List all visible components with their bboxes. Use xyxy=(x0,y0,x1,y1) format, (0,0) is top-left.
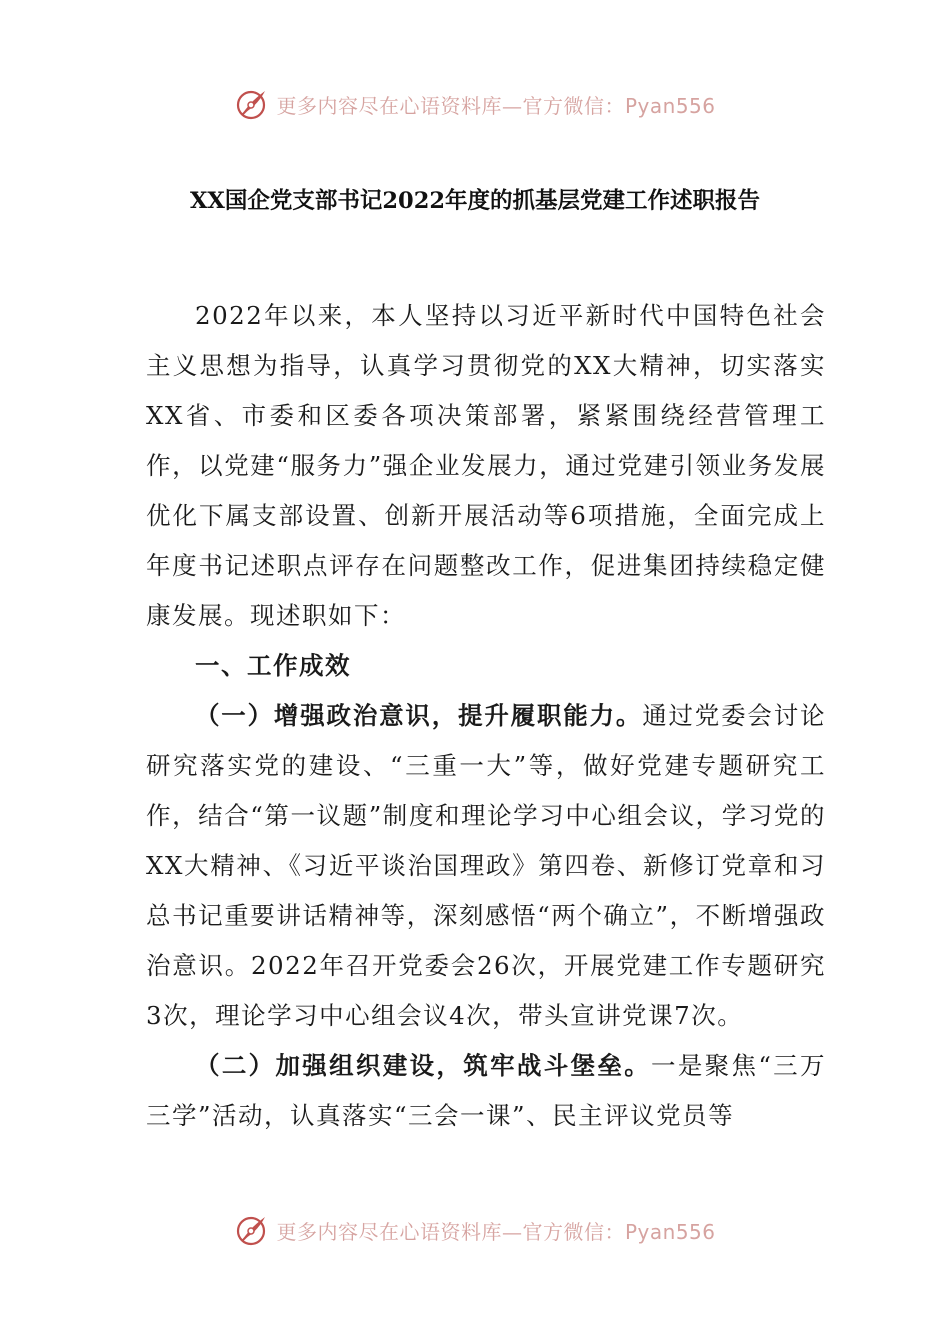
item-2-text: 一是聚焦“三万三学”活动，认真落实“三会一课”、民主评议党员等 xyxy=(146,1051,827,1130)
item-1-paragraph xyxy=(146,691,826,1041)
item-1-lead: （一）增强政治意识，提升履职能力。 xyxy=(195,701,643,730)
footer-banner xyxy=(0,1210,950,1250)
quill-logo-icon xyxy=(234,86,270,122)
banner-slogan: 更多内容尽在心语资料库—官方微信： xyxy=(276,1219,625,1244)
document-body xyxy=(146,291,826,1141)
quill-logo-icon xyxy=(234,1212,270,1248)
item-2-paragraph xyxy=(146,1041,826,1141)
banner-slogan: 更多内容尽在心语资料库—官方微信： xyxy=(276,93,625,118)
banner-wechat-id: Pyan556 xyxy=(624,1219,716,1244)
header-banner xyxy=(0,84,950,124)
intro-paragraph: 2022年以来，本人坚持以习近平新时代中国特色社会主义思想为指导，认真学习贯彻党的XX大精神，切实落实XX省、市委和区委各项决策部署，紧紧围绕经营管理工作，以党建“服务力”强企业发展力，通过党建引领业务发展优化下属支部设置、创新开展活动等6项措施，全面完成上年度书记述职点评存在问题整改工作，促进集团持续稳定健康发展。现述职如下： xyxy=(146,301,826,630)
item-1-text: 通过党委会讨论研究落实党的建设、“三重一大”等，做好党建专题研究工作，结合“第一议题”制度和理论学习中心组会议，学习党的XX大精神、《习近平谈治国理政》第四卷、新修订党章和习总书记重要讲话精神等，深刻感悟“两个确立”，不断增强政治意识。2022年召开党委会26次，开展党建工作专题研究3次，理论学习中心组会议4次，带头宣讲党课7次。 xyxy=(146,701,827,1030)
banner-wechat-id: Pyan556 xyxy=(624,93,716,118)
banner-text xyxy=(276,90,715,119)
item-2-lead: （二）加强组织建设，筑牢战斗堡垒。 xyxy=(195,1051,652,1080)
section-heading: 一、工作成效 xyxy=(195,651,351,680)
document-title: XX国企党支部书记2022年度的抓基层党建工作述职报告 xyxy=(189,188,761,214)
banner-text xyxy=(276,1216,715,1245)
